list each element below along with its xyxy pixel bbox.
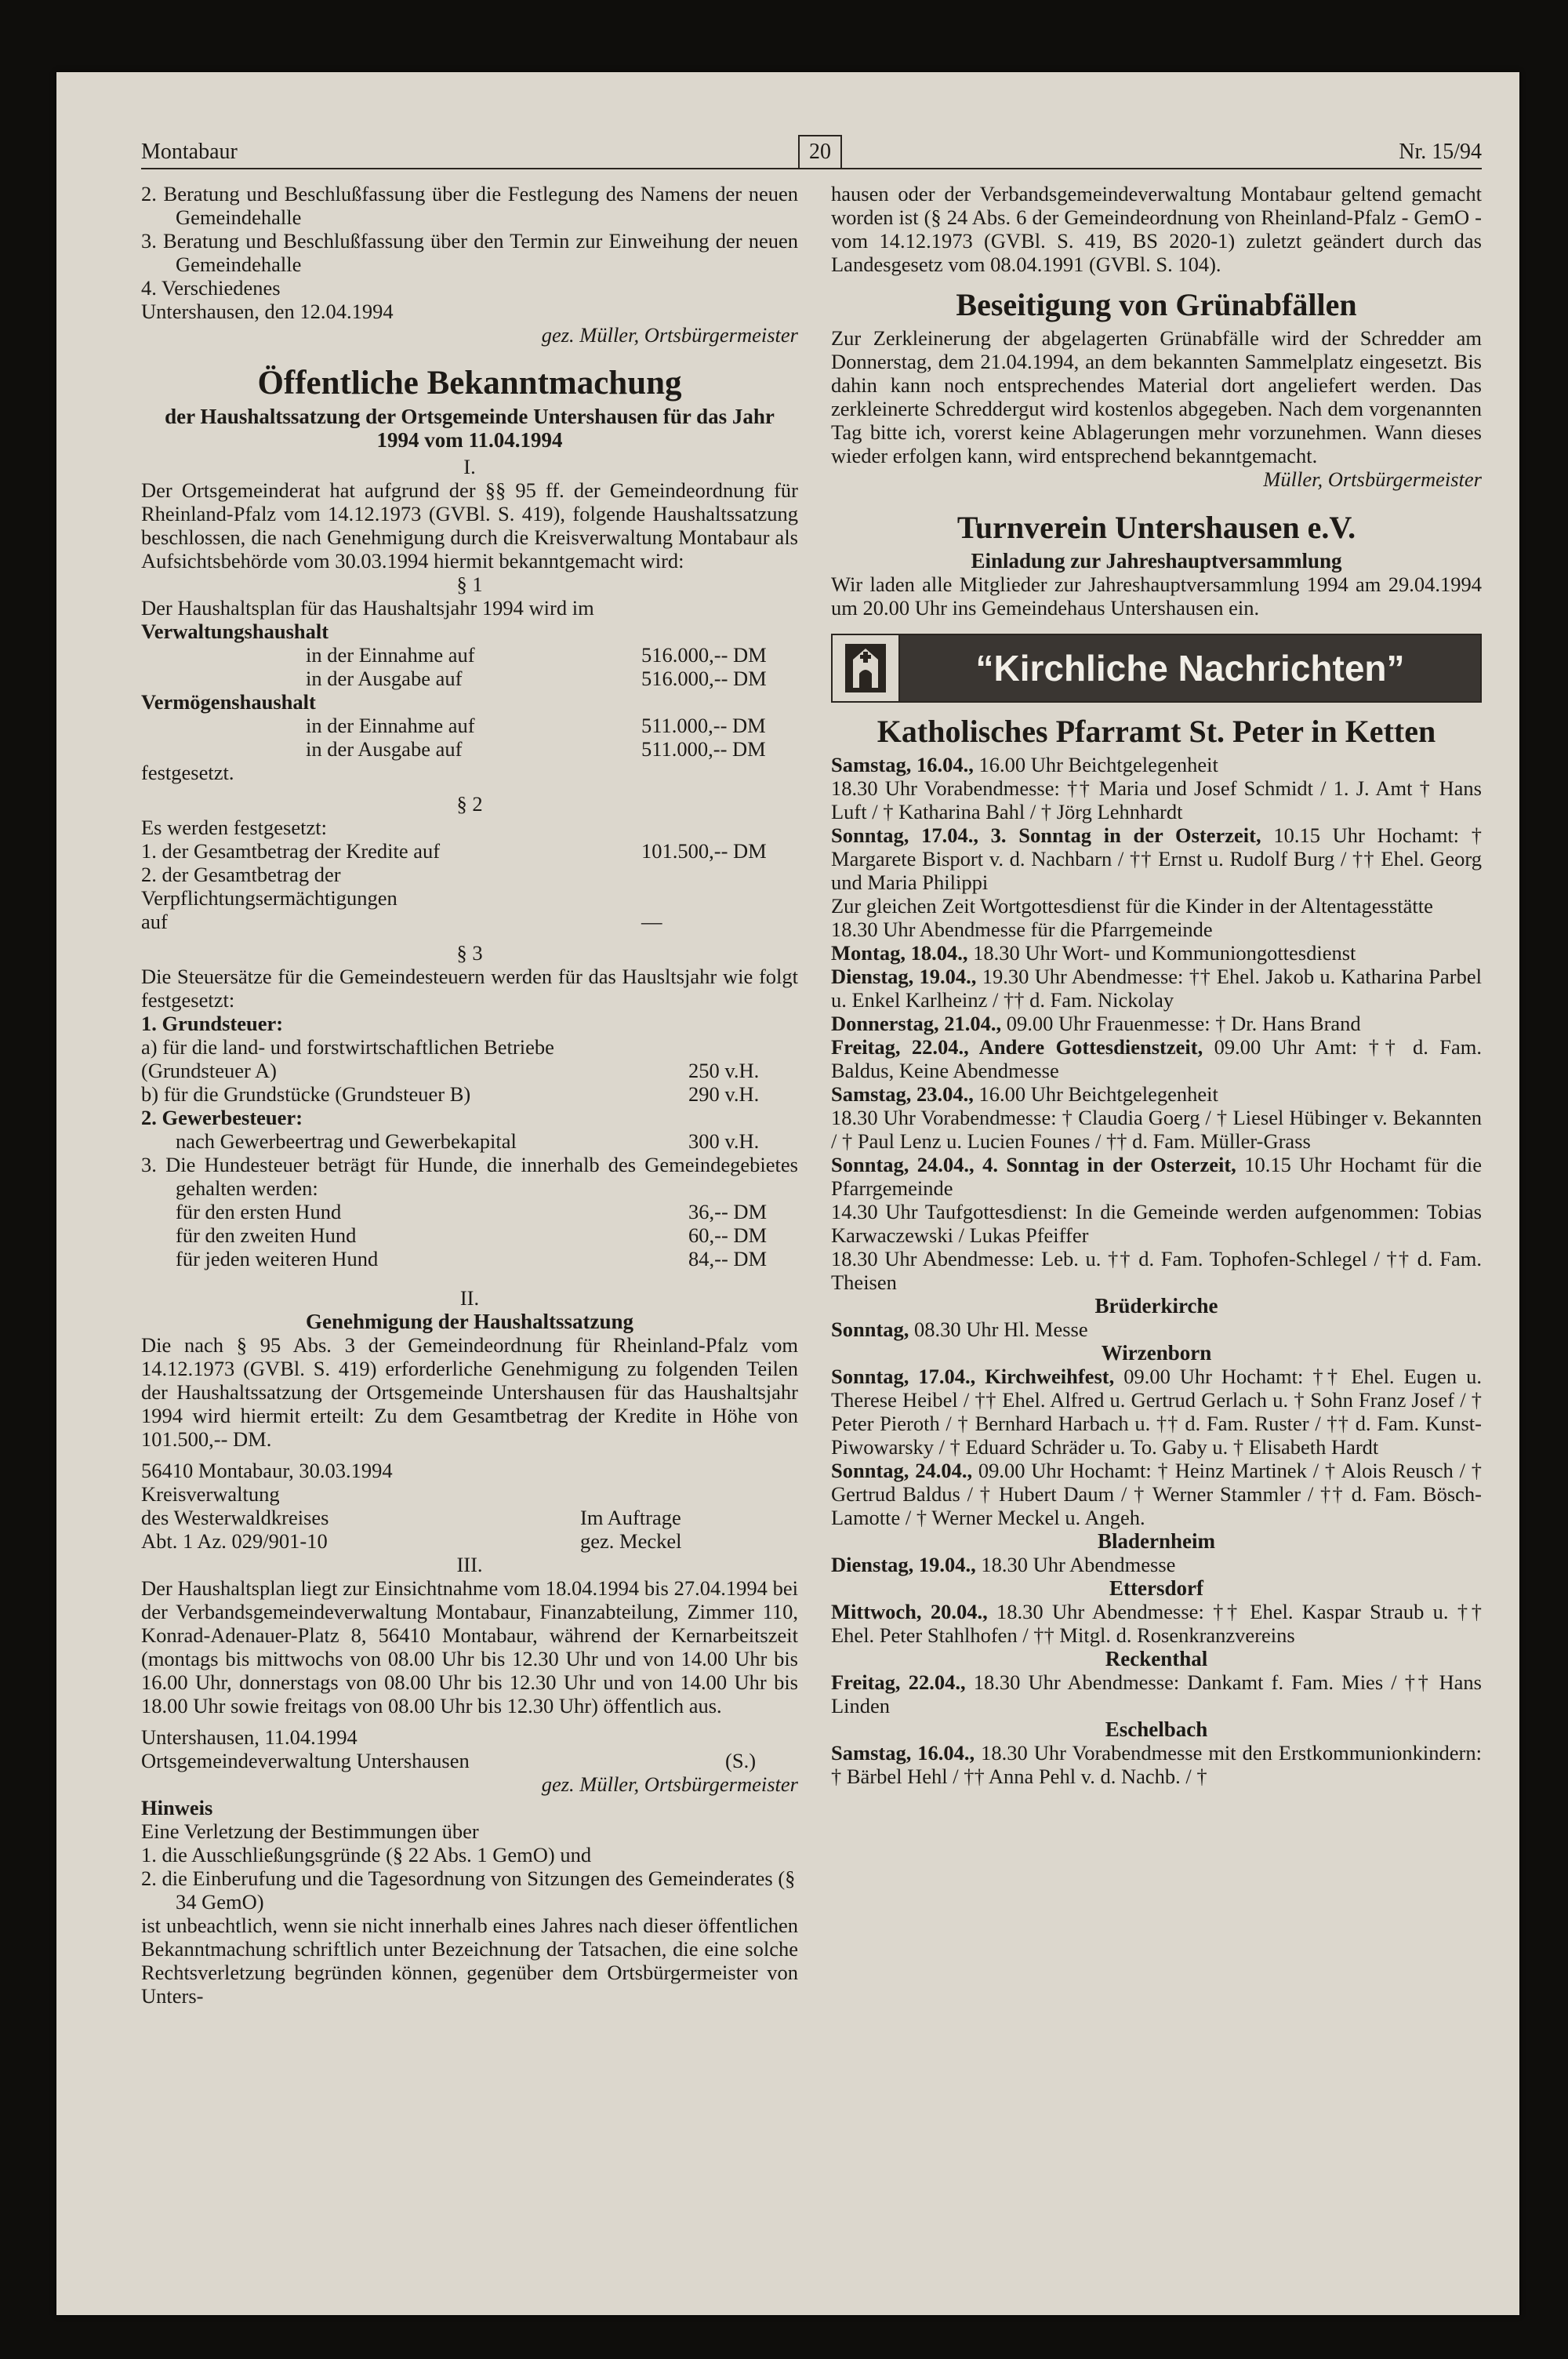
schedule-date: Donnerstag, 21.04., — [831, 1012, 1002, 1035]
schedule-text: 18.30 Uhr Abendmesse: Leb. u. †† d. Fam. Tophofen-Schlegel / †† d. Fam. Theisen — [831, 1247, 1482, 1294]
church-news-banner — [831, 634, 1482, 703]
schedule-text: 16.00 Uhr Beichtgelegenheit — [973, 753, 1218, 776]
schedule-text: 18.30 Uhr Abendmesse für die Pfarrgemeinde — [831, 918, 1213, 941]
agenda-item: 2. Beratung und Beschlußfassung über die Festlegung des Namens der neuen Gemeindehalle — [141, 182, 798, 229]
schedule-date: Dienstag, 19.04., — [831, 1553, 976, 1576]
location-heading: Reckenthal — [1105, 1647, 1208, 1670]
schedule-entry — [831, 753, 1482, 776]
issue-number: Nr. 15/94 — [1399, 140, 1482, 164]
schedule-date: Freitag, 22.04., Andere Gottesdienstzeit, — [831, 1035, 1203, 1059]
continued-text: hausen oder der Verbandsgemeindeverwaltung Montabaur geltend gemacht worden ist (§ 24 Abs. 6 der Gemeindeordnung von Rheinland-Pfalz - GemO - vom 14.12.1973 (GVBl. S. 419, BS 2020-1) zuletzt geändert durch das Landesgesetz vom 08.04.1991 (GVBl. S. 104). — [831, 182, 1482, 276]
dog-tax-row: für den zweiten Hund 60,-- DM — [176, 1223, 768, 1247]
club-text: Wir laden alle Mitglieder zur Jahreshauptversammlung 1994 am 29.04.1994 um 20.00 Uhr ins Gemeindehaus Untershausen ein. — [831, 572, 1482, 620]
inspection-authority-row: Ortsgemeindeverwaltung Untershausen (S.) — [141, 1749, 757, 1772]
schedule-text: Zur gleichen Zeit Wortgottesdienst für die Kinder in der Altentagesstätte — [831, 894, 1433, 918]
green-waste-signature: Müller, Ortsbürgermeister — [1263, 467, 1482, 491]
schedule-entry — [831, 776, 1482, 823]
section-heading: III. — [456, 1553, 483, 1576]
schedule-text: 10.15 Uhr Hochamt: † Margarete Bisport v. d. Nachbarn / †† Ernst u. Rudolf Burg / †† Ehel. Georg und Maria Philippi — [831, 823, 1482, 894]
schedule-date: Samstag, 16.04., — [831, 753, 974, 776]
schedule-entry — [831, 1318, 1482, 1341]
paragraph-heading: § 1 — [456, 572, 483, 596]
budget-row: in der Ausgabe auf 511.000,-- DM — [306, 737, 766, 761]
notice-list-item: 2. die Einberufung und die Tagesordnung von Sitzungen des Gemeinderates (§ 34 GemO) — [141, 1866, 796, 1914]
parish-title: Katholisches Pfarramt St. Peter in Ketten — [877, 714, 1436, 749]
section-title: Genehmigung der Haushaltssatzung — [305, 1310, 634, 1333]
green-waste-title: Beseitigung von Grünabfällen — [956, 287, 1357, 322]
location-schedule — [831, 1365, 1482, 1529]
agenda-place-date: Untershausen, den 12.04.1994 — [141, 300, 394, 323]
schedule-text: 09.00 Uhr Hochamt: † Heinz Martinek / † Alois Reusch / † Gertrud Baldus / † Hubert Daum / † Werner Stammler / †† d. Fam. Bösch-Lamotte / † Werner Meckel u. Angeh. — [831, 1459, 1482, 1529]
schedule-date: Montag, 18.04., — [831, 941, 968, 965]
notice-subtitle: der Haushaltssatzung der Ortsgemeinde Untershausen für das Jahr 1994 vom 11.04.1994 — [165, 405, 775, 452]
schedule-text: 09.00 Uhr Hochamt: †† Ehel. Eugen u. Therese Heibel / †† Ehel. Alfred u. Gertrud Gerlach u. † Sohn Franz Josef / † Peter Pieroth / † Bernhard Harbach u. †† d. Fam. Ruster / †† d. Fam. Kunst-Piwowarsky / † Eduard Schräder u. To. Gaby u. † Elisabeth Hardt — [831, 1365, 1482, 1459]
approval-text: Die nach § 95 Abs. 3 der Gemeindeordnung für Rheinland-Pfalz vom 14.12.1973 (GVBl. S. 419) erforderliche Genehmigung zu folgenden Teilen der Haushaltssatzung der Ortsgemeinde Untershausen für das Haushaltsjahr 1994 wird hiermit erteilt: Zu dem Gesamtbetrag der Kredite in Höhe von 101.500,-- DM. — [141, 1333, 798, 1451]
location-schedule — [831, 1670, 1482, 1717]
tax-row: b) für die Grundstücke (Grundsteuer B) 290 v.H. — [141, 1082, 760, 1106]
page-number: 20 — [798, 135, 842, 169]
location-schedule — [831, 1600, 1482, 1647]
green-waste-text: Zur Zerkleinerung der abgelagerten Grünabfälle wird der Schredder am Donnerstag, dem 21.04.1994, an dem bekannten Sammelplatz eingesetzt. Bis dahin kann noch entsprechendes Material dort angeliefert werden. Das zerkleinerte Schreddergut wird kostenlos abgegeben. Nach dem vorgenannten Tag bitte ich, vorerst keine Ablagerungen mehr vorzunehmen. Wann dieses wieder erfolgen kann, wird entsprechend bekanntgemacht. — [831, 326, 1482, 467]
schedule-entry — [831, 918, 1482, 941]
agenda-signature: gez. Müller, Ortsbürgermeister — [541, 323, 798, 347]
club-title: Turnverein Untershausen e.V. — [956, 510, 1356, 545]
left-column — [141, 182, 798, 2008]
notice-text: Eine Verletzung der Bestimmungen über — [141, 1819, 479, 1843]
dog-tax-row: für den ersten Hund 36,-- DM — [176, 1200, 768, 1223]
notice-list-item: 1. die Ausschließungsgründe (§ 22 Abs. 1 GemO) und — [141, 1843, 592, 1866]
tax-heading: 2. Gewerbesteuer: — [141, 1106, 303, 1129]
agenda-list — [141, 182, 798, 300]
schedule-text: 18.30 Uhr Vorabendmesse: † Claudia Goerg / † Liesel Hübinger v. Bekannten / † Paul Lenz u. Lucien Founes / †† d. Fam. Müller-Grass — [831, 1106, 1482, 1153]
tax-heading: 1. Grundsteuer: — [141, 1012, 284, 1035]
schedule-entry — [831, 1082, 1482, 1106]
notice-title: Öffentliche Bekanntmachung — [257, 365, 682, 402]
budget-row: in der Einnahme auf 516.000,-- DM — [306, 643, 767, 667]
schedule-date: Sonntag, 17.04., 3. Sonntag in der Osterzeit, — [831, 823, 1261, 847]
schedule-date: Dienstag, 19.04., — [831, 965, 977, 988]
budget-closing: festgesetzt. — [141, 761, 234, 784]
paragraph-heading: § 3 — [456, 941, 483, 965]
paragraph-text: Es werden festgesetzt: — [141, 816, 327, 839]
schedule-entry — [831, 1670, 1482, 1717]
schedule-text: 14.30 Uhr Taufgottesdienst: In die Gemeinde werden aufgenommen: Tobias Karwaczewski / Lukas Pfeiffer — [831, 1200, 1482, 1247]
paragraph-text: Der Haushaltsplan für das Haushaltsjahr 1994 wird im — [141, 596, 594, 620]
schedule-text: 09.00 Uhr Amt: †† d. Fam. Baldus, Keine Abendmesse — [831, 1035, 1482, 1082]
agenda-item: 3. Beratung und Beschlußfassung über den Termin zur Einweihung der neuen Gemeindehalle — [141, 229, 798, 276]
credit-row: 1. der Gesamtbetrag der Kredite auf 101.500,-- DM — [141, 839, 767, 863]
schedule-date: Mittwoch, 20.04., — [831, 1600, 988, 1623]
schedule-text: 18.30 Uhr Vorabendmesse: †† Maria und Josef Schmidt / 1. J. Amt † Hans Luft / † Katharina Bahl / † Jörg Lehnhardt — [831, 776, 1482, 823]
schedule-date: Samstag, 16.04., — [831, 1741, 975, 1765]
schedule-entry — [831, 1600, 1482, 1647]
notice-intro: Der Ortsgemeinderat hat aufgrund der §§ 95 ff. der Gemeindeordnung für Rheinland-Pfalz vom 14.12.1973 (GVBl. S. 419), folgende Haushaltssatzung beschlossen, die nach Genehmigung durch die Kreisverwaltung Montabaur als Aufsichtsbehörde vom 30.03.1994 hiermit bekanntgemacht wird: — [141, 478, 798, 572]
tax-row: a) für die land- und forstwirtschaftlichen Betriebe (Grundsteuer A) 250 v.H. — [141, 1035, 760, 1082]
inspection-signature: gez. Müller, Ortsbürgermeister — [541, 1772, 798, 1796]
banner-title: “Kirchliche Nachrichten” — [900, 635, 1480, 701]
schedule-text: 16.00 Uhr Beichtgelegenheit — [973, 1082, 1218, 1106]
paragraph-heading: § 2 — [456, 792, 483, 816]
schedule-date: Freitag, 22.04., — [831, 1670, 966, 1694]
location-schedule — [831, 1318, 1482, 1341]
schedule-entry — [831, 1153, 1482, 1200]
notice-heading: Hinweis — [141, 1796, 213, 1819]
approval-authority: Kreisverwaltung — [141, 1482, 280, 1506]
budget-row: in der Ausgabe auf 516.000,-- DM — [306, 667, 767, 690]
dog-tax-row: für jeden weiteren Hund 84,-- DM — [176, 1247, 768, 1270]
schedule-date: Sonntag, 24.04., 4. Sonntag in der Osterzeit, — [831, 1153, 1236, 1176]
dog-tax-text: 3. Die Hundesteuer beträgt für Hunde, die innerhalb des Gemeindegebietes gehalten werden: — [141, 1153, 798, 1200]
location-heading: Eschelbach — [1105, 1717, 1208, 1741]
approval-authority-row: Abt. 1 Az. 029/901-10 gez. Meckel — [141, 1529, 682, 1553]
location-schedule — [831, 1741, 1482, 1788]
schedule-entry — [831, 965, 1482, 1012]
schedule-entry — [831, 823, 1482, 894]
schedule-entry — [831, 1200, 1482, 1247]
location-heading: Wirzenborn — [1101, 1341, 1212, 1365]
newspaper-page — [56, 72, 1519, 2315]
schedule-text: 18.30 Uhr Wort- und Kommuniongottesdienst — [967, 941, 1356, 965]
schedule-entry — [831, 1106, 1482, 1153]
club-subtitle: Einladung zur Jahreshauptversammlung — [971, 549, 1342, 572]
parish-schedule — [831, 753, 1482, 1294]
inspection-text: Der Haushaltsplan liegt zur Einsichtnahme vom 18.04.1994 bis 27.04.1994 bei der Verbandsgemeindeverwaltung Montabaur, Finanzabteilung, Zimmer 110, Konrad-Adenauer-Platz 8, 56410 Montabaur, während der Kernarbeitszeit (montags bis mittwochs von 08.00 Uhr bis 12.30 Uhr und von 14.00 Uhr bis 16.00 Uhr, donnerstags von 08.00 Uhr bis 12.30 Uhr und von 14.00 Uhr bis 18.00 Uhr sowie freitags von 08.00 Uhr bis 12.30 Uhr) öffentlich aus. — [141, 1576, 798, 1717]
schedule-text: 10.15 Uhr Hochamt für die Pfarrgemeinde — [831, 1153, 1482, 1200]
schedule-date: Sonntag, 24.04., — [831, 1459, 973, 1482]
schedule-text: 09.00 Uhr Frauenmesse: † Dr. Hans Brand — [1001, 1012, 1361, 1035]
approval-place-date: 56410 Montabaur, 30.03.1994 — [141, 1459, 393, 1482]
commitment-row: 2. der Gesamtbetrag der Verpflichtungsermächtigungen auf — — [141, 863, 662, 933]
schedule-text: 18.30 Uhr Abendmesse — [975, 1553, 1176, 1576]
location-heading: Bladernheim — [1097, 1529, 1215, 1553]
schedule-entry — [831, 1741, 1482, 1788]
location-heading: Brüderkirche — [1094, 1294, 1218, 1318]
section-heading: I. — [463, 455, 476, 478]
schedule-date: Samstag, 23.04., — [831, 1082, 974, 1106]
schedule-entry — [831, 894, 1482, 918]
schedule-date: Sonntag, — [831, 1318, 909, 1341]
location-schedule — [831, 1553, 1482, 1576]
tax-row: nach Gewerbeertrag und Gewerbekapital 300 v.H. — [176, 1129, 760, 1153]
schedule-date: Sonntag, 17.04., Kirchweihfest, — [831, 1365, 1115, 1388]
budget-row: in der Einnahme auf 511.000,-- DM — [306, 714, 766, 737]
header-town: Montabaur — [141, 140, 238, 164]
church-icon — [833, 635, 900, 701]
schedule-entry — [831, 1459, 1482, 1529]
inspection-place-date: Untershausen, 11.04.1994 — [141, 1725, 358, 1749]
schedule-entry — [831, 1035, 1482, 1082]
schedule-entry — [831, 941, 1482, 965]
schedule-entry — [831, 1365, 1482, 1459]
schedule-text: 19.30 Uhr Abendmesse: †† Ehel. Jakob u. Katharina Parbel u. Enkel Karlheinz / †† d. Fam. Nickolay — [831, 965, 1482, 1012]
paragraph-text: Die Steuersätze für die Gemeindesteuern werden für das Hausltsjahr wie folgt festgesetzt: — [141, 965, 798, 1012]
schedule-entry — [831, 1553, 1482, 1576]
notice-text: ist unbeachtlich, wenn sie nicht innerhalb eines Jahres nach dieser öffentlichen Bekanntmachung schriftlich unter Bezeichnung der Tatsachen, die eine solche Rechtsverletzung begründen können, gegenüber dem Ortsbürgermeister von Unters- — [141, 1914, 798, 2008]
schedule-text: 18.30 Uhr Abendmesse: †† Ehel. Kaspar Straub u. †† Ehel. Peter Stahlhofen / †† Mitgl. d. Rosenkranzvereins — [831, 1600, 1482, 1647]
schedule-entry — [831, 1247, 1482, 1294]
agenda-item: 4. Verschiedenes — [141, 276, 281, 300]
page-header — [141, 135, 1482, 169]
schedule-text: 08.30 Uhr Hl. Messe — [909, 1318, 1088, 1341]
right-column — [831, 182, 1482, 1788]
schedule-text: 18.30 Uhr Abendmesse: Dankamt f. Fam. Mies / †† Hans Linden — [831, 1670, 1482, 1717]
location-heading: Ettersdorf — [1109, 1576, 1203, 1600]
budget-heading: Vermögenshaushalt — [141, 690, 316, 714]
section-heading: II. — [459, 1286, 480, 1310]
schedule-entry — [831, 1012, 1482, 1035]
approval-authority-row: des Westerwaldkreises Im Auftrage — [141, 1506, 681, 1529]
budget-heading: Verwaltungshaushalt — [141, 620, 329, 643]
schedule-text: 18.30 Uhr Vorabendmesse mit den Erstkommunionkindern: † Bärbel Hehl / †† Anna Pehl v. d. Nachb. / † — [831, 1741, 1482, 1788]
